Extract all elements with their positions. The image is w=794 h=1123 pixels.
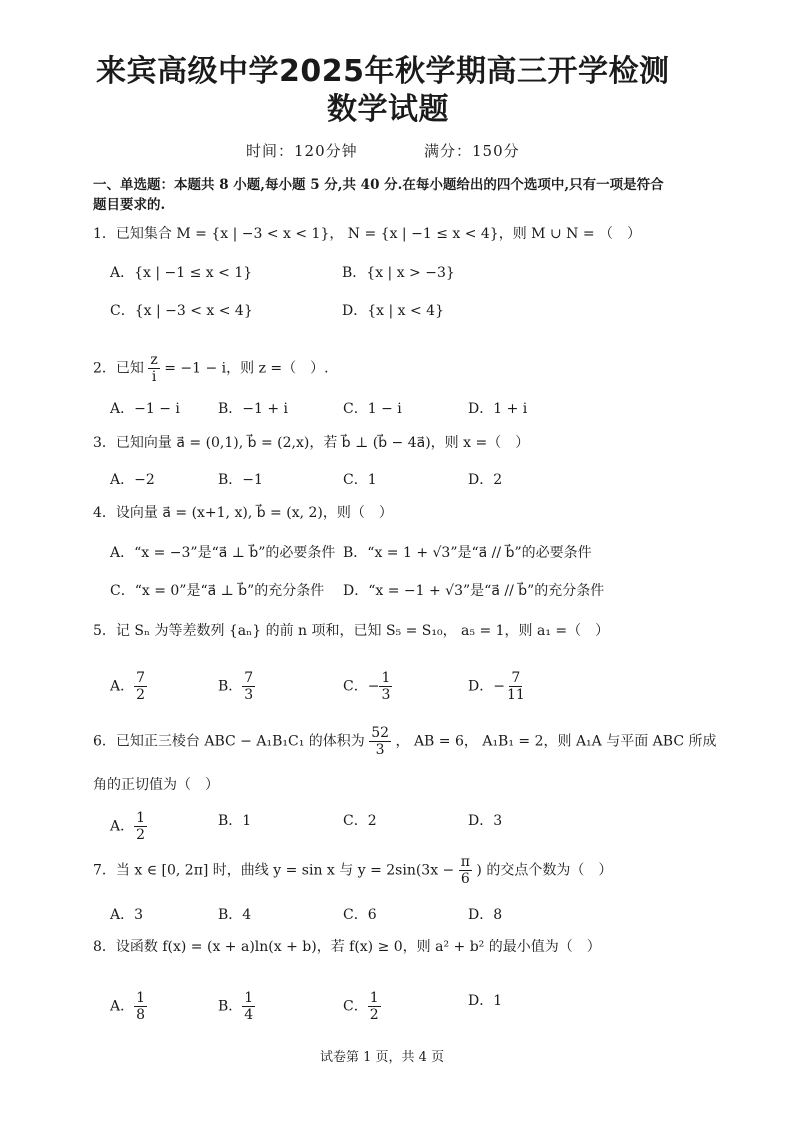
fraction-numerator: π <box>460 854 470 870</box>
option-label: B． <box>218 678 243 695</box>
question-5-option-a[interactable] <box>110 670 147 703</box>
question-3-option-d[interactable]: D．2 <box>468 472 503 488</box>
question-1-option-c[interactable]: C．{x | −3 < x < 4} <box>110 303 253 319</box>
fraction-numerator: 52 <box>371 725 390 741</box>
question-2-option-b[interactable]: B．−1 + i <box>218 401 289 417</box>
fraction-numerator: 7 <box>244 670 254 686</box>
question-3-stem: 3．已知向量 a⃗ = (0,1), b⃗ = (2,x)，若 b⃗ ⊥ (b⃗ − 4a⃗)，则 x =（ ） <box>93 435 530 451</box>
option-label: A． <box>110 998 135 1015</box>
fraction-numerator: z <box>150 352 158 368</box>
option-label: A． <box>110 818 135 835</box>
question-7-suffix: ) 的交点个数为（ ） <box>476 862 613 879</box>
question-7-prefix: 7．当 x ∈ [0, 2π] 时，曲线 y = sin x 与 y = 2sin(3x − <box>93 862 455 879</box>
question-8-option-c[interactable] <box>343 990 381 1023</box>
question-1-option-d[interactable]: D．{x | x < 4} <box>342 303 444 319</box>
exam-time: 时间：120分钟 <box>246 142 358 160</box>
fraction-denominator: 4 <box>244 1007 254 1024</box>
pi-fraction <box>459 854 472 887</box>
fraction-denominator: 11 <box>506 687 525 704</box>
option-fraction <box>134 990 147 1023</box>
question-4-option-b[interactable]: B．“x = 1 + √3”是“a⃗ // b⃗”的必要条件 <box>343 545 592 561</box>
fraction-numerator: 1 <box>244 990 254 1006</box>
fraction-numerator: 7 <box>136 670 146 686</box>
fraction-denominator: 3 <box>375 742 385 759</box>
fraction-denominator: 3 <box>244 687 254 704</box>
question-4-option-a[interactable]: A．“x = −3”是“a⃗ ⊥ b⃗”的必要条件 <box>110 545 336 561</box>
question-2-prefix: 2．已知 <box>93 360 144 377</box>
question-6-option-b[interactable]: B．1 <box>218 813 252 829</box>
option-fraction <box>242 670 255 703</box>
option-fraction <box>505 670 527 703</box>
section-heading-line1: 一、单选题：本题共 8 小题,每小题 5 分,共 40 分.在每小题给出的四个选项中,只有一项是符合 <box>93 177 664 193</box>
question-7-option-a[interactable]: A．3 <box>110 907 144 923</box>
page-title-line2: 数学试题 <box>327 92 449 127</box>
question-1-option-a[interactable]: A．{x | −1 ≤ x < 1} <box>110 265 253 281</box>
question-4-stem: 4．设向量 a⃗ = (x+1, x), b⃗ = (x, 2)，则（ ） <box>93 505 393 521</box>
question-2-stem <box>93 352 329 385</box>
question-1-stem: 1．已知集合 M = {x | −3 < x < 1}， N = {x | −1 ≤ x < 4}，则 M ∪ N = （ ） <box>93 226 642 242</box>
question-4-option-d[interactable]: D．“x = −1 + √3”是“a⃗ // b⃗”的充分条件 <box>343 583 605 599</box>
fraction-numerator: 1 <box>136 810 146 826</box>
fraction-denominator: 3 <box>381 687 391 704</box>
question-2-fraction <box>148 352 159 385</box>
option-label: A． <box>110 678 135 695</box>
question-3-option-c[interactable]: C．1 <box>343 472 377 488</box>
question-1-option-b[interactable]: B．{x | x > −3} <box>342 265 455 281</box>
fraction-numerator: 1 <box>136 990 146 1006</box>
option-fraction <box>134 670 147 703</box>
option-fraction <box>134 810 147 843</box>
question-5-stem: 5．记 Sₙ 为等差数列 {aₙ} 的前 n 项和，已知 S₅ = S₁₀， a₅ = 1，则 a₁ =（ ） <box>93 623 610 639</box>
question-3-option-b[interactable]: B．−1 <box>218 472 263 488</box>
page-footer: 试卷第 1 页，共 4 页 <box>320 1050 445 1065</box>
fraction-numerator: 1 <box>369 990 379 1006</box>
option-fraction <box>242 990 255 1023</box>
question-6-option-d[interactable]: D．3 <box>468 813 503 829</box>
question-5-option-b[interactable] <box>218 670 255 703</box>
fraction-denominator: i <box>151 369 157 386</box>
volume-fraction <box>369 725 391 758</box>
question-6-line2: 角的正切值为（ ） <box>93 777 219 793</box>
option-fraction <box>368 990 381 1023</box>
fraction-numerator: 7 <box>511 670 521 686</box>
question-6-stem <box>93 725 717 758</box>
question-8-option-d[interactable]: D．1 <box>468 993 503 1009</box>
option-label: C． <box>343 998 368 1015</box>
question-8-option-b[interactable] <box>218 990 255 1023</box>
question-2-option-d[interactable]: D．1 + i <box>468 401 528 417</box>
question-2-option-c[interactable]: C．1 − i <box>343 401 402 417</box>
question-2-suffix: = −1 − i，则 z =（ ）. <box>164 360 329 377</box>
question-7-option-b[interactable]: B．4 <box>218 907 252 923</box>
exam-score: 满分：150分 <box>424 142 520 160</box>
question-6-option-a[interactable] <box>110 810 147 843</box>
page-title-line1: 来宾高级中学2025年秋学期高三开学检测 <box>96 54 670 89</box>
option-label: C．− <box>343 678 380 695</box>
question-6-option-c[interactable]: C．2 <box>343 813 377 829</box>
question-7-stem <box>93 854 612 887</box>
question-5-option-c[interactable] <box>343 670 392 703</box>
section-heading-line2: 题目要求的. <box>93 197 166 213</box>
fraction-denominator: 2 <box>136 687 146 704</box>
question-4-option-c[interactable]: C．“x = 0”是“a⃗ ⊥ b⃗”的充分条件 <box>110 583 325 599</box>
fraction-denominator: 2 <box>369 1007 379 1024</box>
fraction-denominator: 2 <box>136 827 146 844</box>
question-2-option-a[interactable]: A．−1 − i <box>110 401 180 417</box>
fraction-numerator: 1 <box>381 670 391 686</box>
fraction-denominator: 6 <box>460 871 470 888</box>
question-3-option-a[interactable]: A．−2 <box>110 472 155 488</box>
question-7-option-d[interactable]: D．8 <box>468 907 503 923</box>
option-label: B． <box>218 998 243 1015</box>
fraction-denominator: 8 <box>136 1007 146 1024</box>
option-label: D．− <box>468 678 505 695</box>
question-6-prefix: 6．已知正三棱台 ABC − A₁B₁C₁ 的体积为 <box>93 733 365 750</box>
question-6-suffix: ， AB = 6， A₁B₁ = 2，则 A₁A 与平面 ABC 所成 <box>395 733 717 750</box>
option-fraction <box>379 670 392 703</box>
question-8-stem: 8．设函数 f(x) = (x + a)ln(x + b)，若 f(x) ≥ 0，则 a² + b² 的最小值为（ ） <box>93 939 601 955</box>
question-7-option-c[interactable]: C．6 <box>343 907 377 923</box>
question-5-option-d[interactable] <box>468 670 527 703</box>
question-8-option-a[interactable] <box>110 990 147 1023</box>
